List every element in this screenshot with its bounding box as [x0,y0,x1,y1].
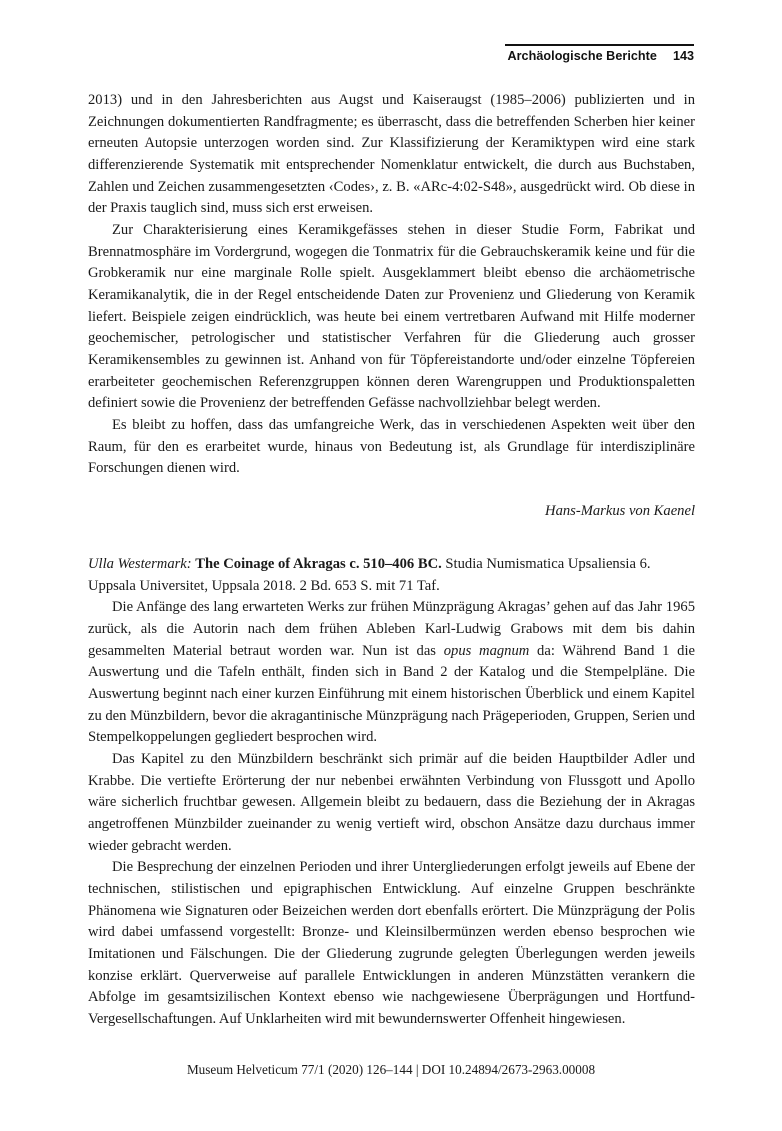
review-book-title: The Coinage of Akragas c. 510–406 BC. [195,556,442,573]
paragraph: Das Kapitel zu den Münzbildern beschränkt sich primär auf die beiden Hauptbilder Adler und Krabbe. Die vertiefte Erörterung der nur nebenbei erwähnten Verbindung von Flussgott und Apollo wäre sicherlich fruchtbar gewesen. Allgemein bleibt zu bedauern, dass die Beziehung der in Akragas angetroffenen Münzbilder zueinander zu wenig vertieft wird, obschon Ansätze dazu durchaus immer wieder gebracht werden. [88,751,695,854]
page-number: 143 [672,49,694,63]
review-entry-heading [88,523,695,597]
running-head-rule [505,44,694,63]
text-column [88,90,695,1031]
running-head-title: Archäologische Berichte [507,49,657,63]
review-book-author: Ulla Westermark: [88,556,192,573]
paragraph: 2013) und in den Jahresberichten aus Augst und Kaiseraugst (1985–2006) publizierten und in Zeichnungen dokumentierten Randfragmente; es überrascht, dass die betreffenden Scherben hier keiner erneuten Autopsie unterzogen worden sind. Zur Klassifizierung der Keramiktypen wird eine stark differenzierende Systematik mit entsprechender Nomenklatur entwickelt, die durch aus Buchstaben, Zahlen und Zeichen zusammengesetzten ‹Codes›, z. B. «ARc-4:02-S48», ausgedrückt wird. Ob diese in der Praxis tauglich sind, muss sich erst erweisen. [88,92,695,217]
paragraph: Die Besprechung der einzelnen Perioden und ihrer Untergliederungen erfolgt jeweils auf Ebene der technischen, stilistischen und epigraphischen Entwicklung. Auf einzelne Gruppen beschränkte Phänomena wie Signaturen oder Beizeichen werden dort ebenfalls erörtert. Die Münzprägung der Polis wird dabei umfassend vorgestellt: Bronze- und Kleinsilbermünzen werden ebenso besprochen wie Imitationen und Fälschungen. Die der Gliederung zugrunde gelegten Überlegungen werden jeweils konzise erklärt. Querverweise auf parallele Entwicklungen in anderen Münzstätten verankern die Abfolge im gesamtsizilischen Kontext ebenso wie nachgewiesene Überprägungen und Hortfund-Vergesellschaftungen. Auf Unklarheiten wird mit bewundernswerter Offenheit hingewiesen. [88,859,695,1027]
reviewer-signature: Hans-Markus von Kaenel [545,503,695,520]
emphasised-text: opus magnum [443,642,530,659]
paragraph: Es bleibt zu hoffen, dass das umfangreiche Werk, das in verschiedenen Aspekten weit über den Raum, für den es erarbeitet wurde, hinaus von Bedeutung ist, als Grundlage für interdisziplinäre Forschungen dienen wird. [88,416,695,477]
review-book-imprint: Studia Numismatica Upsaliensia 6. Uppsala Universitet, Uppsala 2018. 2 Bd. 653 S. mit 71 Taf. [88,556,651,594]
paragraph: Die Anfänge des lang erwarteten Werks zur frühen Münzprägung Akragas’ gehen auf das Jahr 1965 zurück, als die Autorin nach dem frühen Ableben Karl-Ludwig Grabows mit dem bis dahin gesammelten Material betraut worden war. Nun ist das opus magnum da: Während Band 1 die Auswertung und die Tafeln enthält, finden sich in Band 2 der Katalog und die Stempelpläne. Die Auswertung beginnt nach einer kurzen Einführung mit einem historischen Überblick und einem Kapitel zu den Münzbildern, bevor die akragantinische Münzprägung nach Prägeperioden, Gruppen, Serien und Stempelkoppelungen gegliedert besprochen wird. [88,599,695,746]
running-head [88,44,694,70]
paragraph: Zur Charakterisierung eines Keramikgefässes stehen in dieser Studie Form, Fabrikat und Brennatmosphäre im Vordergrund, wogegen die Tonmatrix für die Gebrauchskeramik keine und für die Grobkeramik nur eine marginale Rolle spielt. Ausgeklammert bleibt ebenso die archäometrische Keramikanalytik, die in der Regel entscheidende Daten zur Provenienz und Gliederung von Keramik liefert. Beispiele zeigen eindrücklich, was heute bei einem vertretbaren Aufwand mit Hilfe moderner geochemischer, petrologischer und statistischer Verfahren für die Gliederung auch grosser Keramikensembles zu gewinnen ist. Anhand von für Töpfereistandorte und/oder einzelne Töpfereien erarbeiteter geochemischen Referenzgruppen können deren Warengruppen und Produktionspaletten definiert sowie die Provenienz der betreffenden Gefässe nachvollziehbar belegt werden. [88,221,695,412]
footer-citation: Museum Helveticum 77/1 (2020) 126–144 | DOI 10.24894/2673-2963.00008 [186,1062,596,1077]
